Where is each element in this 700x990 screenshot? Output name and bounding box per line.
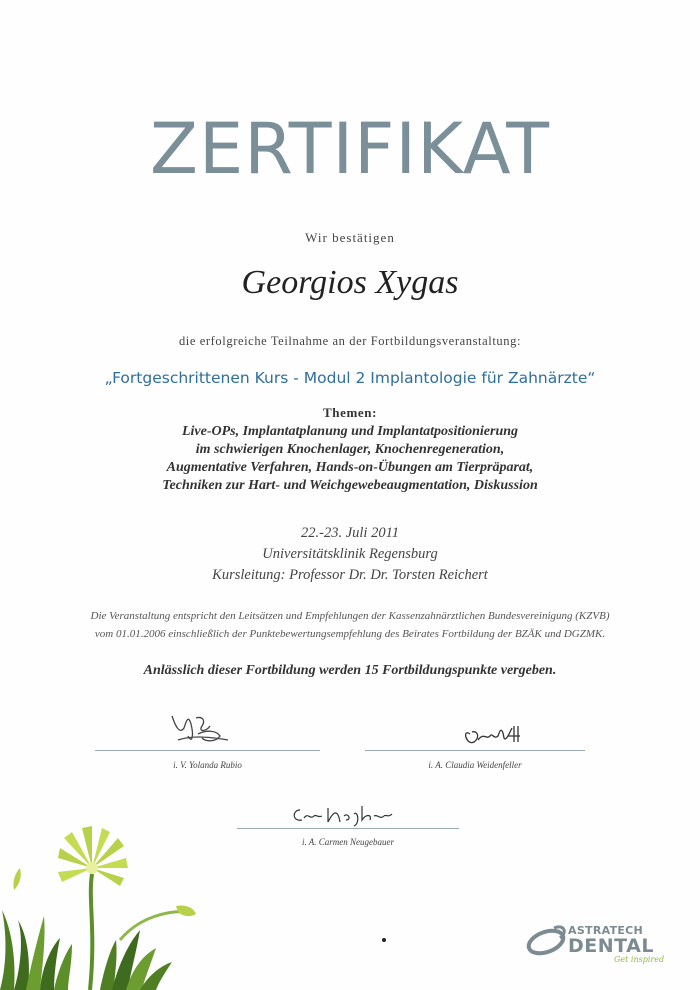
signature-left xyxy=(158,706,238,752)
event-info xyxy=(0,523,700,586)
topic-line: im schwierigen Knochenlager, Knochenregeneration, xyxy=(195,442,505,457)
signature-center xyxy=(288,800,408,828)
topic-line: Augmentative Verfahren, Hands-on-Übungen am Tierpräparat, xyxy=(166,460,534,475)
signature-line-right xyxy=(365,750,585,751)
logo-sub: DENTAL xyxy=(568,935,654,957)
signature-line-left xyxy=(95,750,320,751)
signature-caption-left: i. V. Yolanda Rubio xyxy=(173,760,242,770)
decorative-dot xyxy=(382,938,386,942)
astratech-logo xyxy=(524,920,664,970)
topics-label: Themen: xyxy=(322,405,378,420)
participation-text: die erfolgreiche Teilnahme an der Fortbildungsveranstaltung: xyxy=(178,334,522,348)
flower-illustration xyxy=(0,820,210,990)
recipient-name: Georgios Xygas xyxy=(241,264,459,301)
certificate-title: ZERTIFIKAT xyxy=(150,108,550,190)
signature-caption-center: i. A. Carmen Neugebauer xyxy=(301,837,395,847)
points-statement: Anlässlich dieser Fortbildung werden 15 Fortbildungspunkte vergeben. xyxy=(143,663,557,678)
logo-brand: ASTRATECH xyxy=(568,924,644,937)
signature-line-center xyxy=(237,828,459,829)
topic-line: Live-OPs, Implantatplanung und Implantatpositionierung xyxy=(181,424,519,439)
logo-tagline: Get inspired xyxy=(614,955,665,964)
course-title: „Fortgeschrittenen Kurs - Modul 2 Implantologie für Zahnärzte“ xyxy=(104,369,596,387)
signature-caption-right: i. A. Claudia Weidenfeller xyxy=(428,760,522,770)
course-lead: Kursleitung: Professor Dr. Dr. Torsten Reichert xyxy=(212,567,488,583)
confirm-text: Wir bestätigen xyxy=(305,230,395,245)
legal-line: vom 01.01.2006 einschließlich der Punktebewertungsempfehlung des Beirates Fortbildung der BZÄK und DGZMK. xyxy=(94,628,606,640)
topic-line: Techniken zur Hart- und Weichgewebeaugmentation, Diskussion xyxy=(162,478,538,493)
legal-line: Die Veranstaltung entspricht den Leitsätzen und Empfehlungen der Kassenzahnärztlichen Bundesvereinigung (KZVB) xyxy=(90,610,610,622)
topics-list xyxy=(0,423,700,495)
astratech-swoosh-icon xyxy=(524,922,568,956)
event-location: Universitätsklinik Regensburg xyxy=(262,546,438,562)
signature-right xyxy=(458,718,528,752)
legal-notice xyxy=(0,607,700,643)
event-date: 22.-23. Juli 2011 xyxy=(301,525,399,541)
